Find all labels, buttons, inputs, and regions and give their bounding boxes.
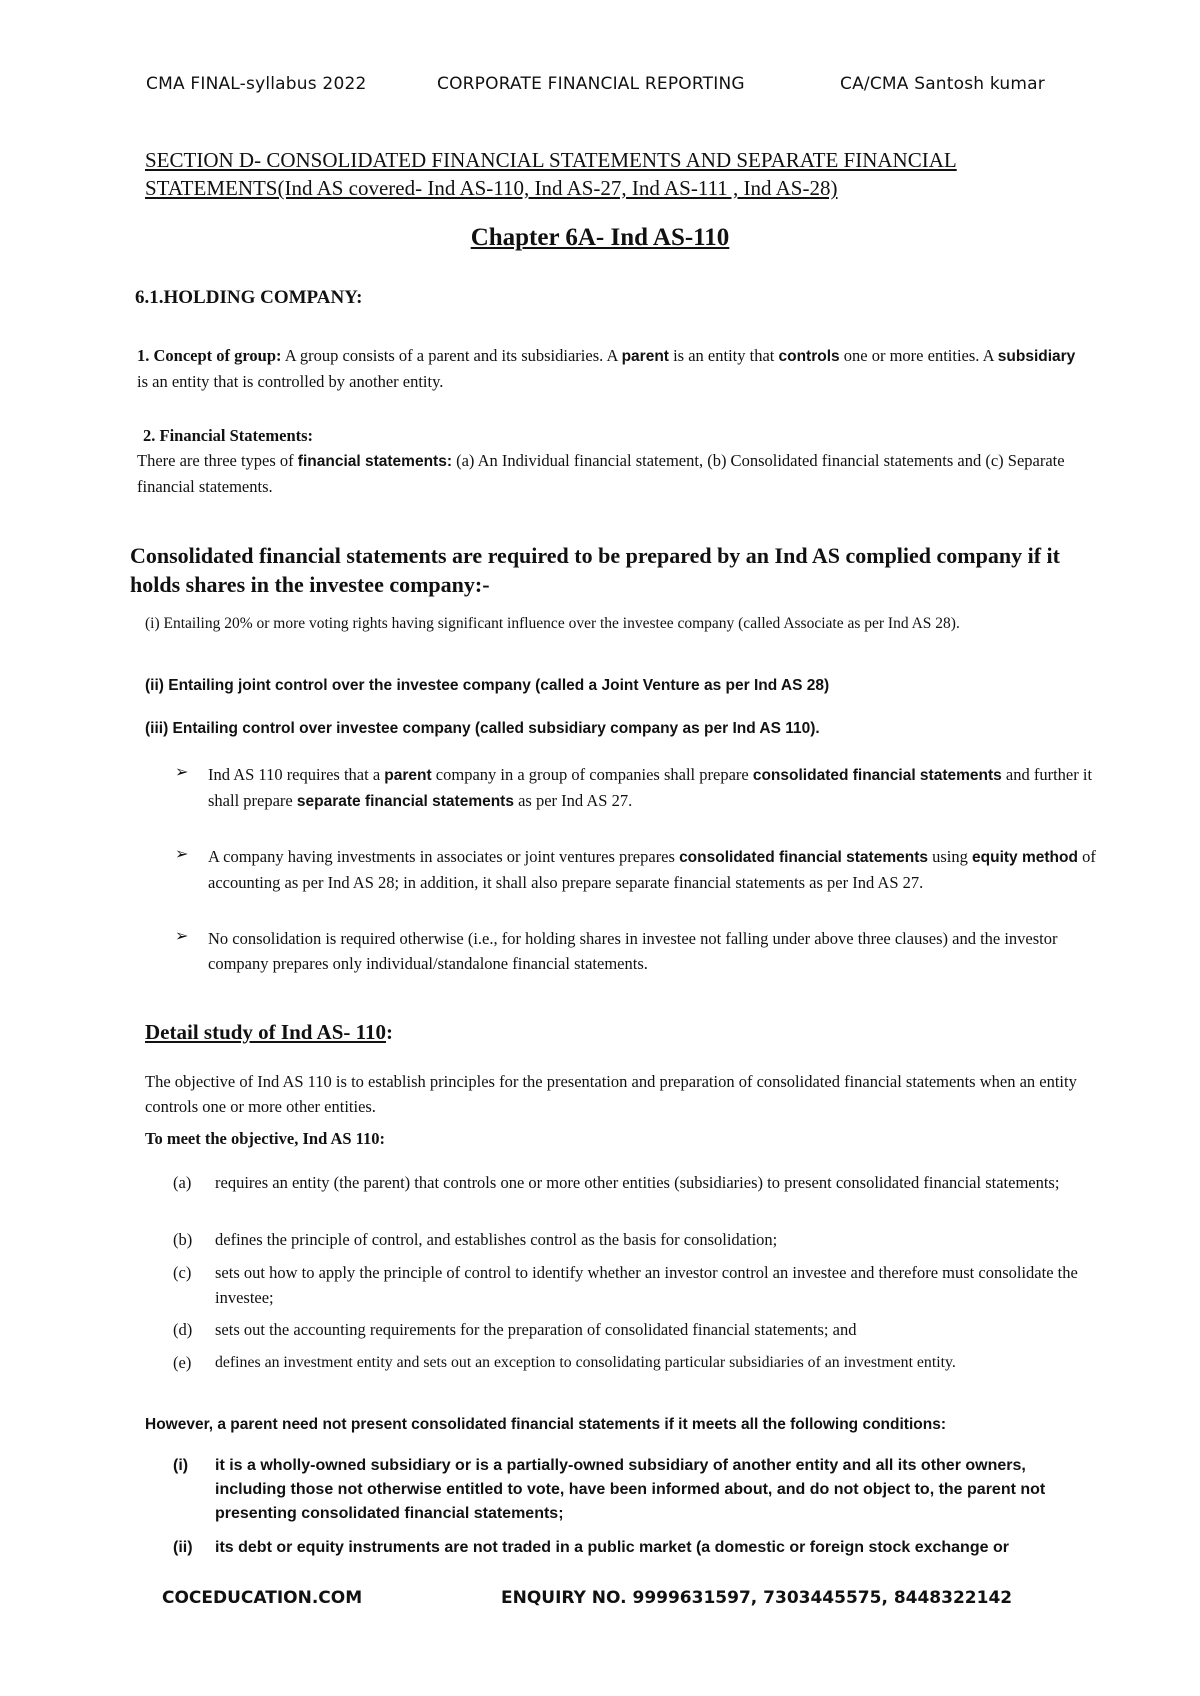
concept-of-group-label: 1. Concept of group: <box>137 346 282 365</box>
text-run: There are three types of <box>137 451 298 470</box>
financial-statements-heading: 2. Financial Statements: <box>143 426 314 445</box>
detail-study-colon: : <box>385 1020 393 1044</box>
list-text: defines the principle of control, and establishes control as the basis for consolidation; <box>215 1230 778 1249</box>
bold-term: controls <box>778 348 840 365</box>
financial-statements-paragraph <box>137 448 1087 499</box>
list-text: sets out the accounting requirements for the preparation of consolidated financial statements; and <box>215 1320 857 1339</box>
text-run: is an entity that is controlled by another entity. <box>137 372 444 391</box>
text-run: as per Ind AS 27. <box>513 791 633 810</box>
detail-study-title: Detail study of Ind AS- 110 <box>145 1020 386 1044</box>
arrow-bullet-icon: ➢ <box>175 764 189 781</box>
concept-of-group-paragraph <box>137 343 1087 394</box>
list-text: defines an investment entity and sets out an exception to consolidating particular subsidiaries of an investment entity. <box>215 1354 956 1371</box>
condition-text: it is a wholly-owned subsidiary or is a partially-owned subsidiary of another entity and all its other owners, including those not otherwise entitled to vote, have been informed about, and do not object to, the parent not presenting consolidated financial statements; <box>215 1457 1046 1522</box>
footer-website: COCEDUCATION.COM <box>162 1588 363 1608</box>
bold-term: separate financial statements <box>296 793 514 810</box>
list-label: (d) <box>173 1320 193 1339</box>
objective-paragraph: The objective of Ind AS 110 is to establish principles for the presentation and preparation of consolidated financial statements when an entity controls one or more other entities. <box>145 1072 1077 1116</box>
footer-enquiry: ENQUIRY NO. 9999631597, 7303445575, 8448322142 <box>501 1588 1013 1608</box>
text-run: Ind AS 110 requires that a <box>208 765 385 784</box>
bold-term: equity method <box>972 849 1078 866</box>
header-course: CMA FINAL-syllabus 2022 <box>146 74 367 94</box>
bold-term: parent <box>384 767 432 784</box>
bold-term: financial statements: <box>297 453 452 470</box>
condition-subsidiary: (iii) Entailing control over investee company (called subsidiary company as per Ind AS 110). <box>145 720 820 737</box>
arrow-bullet-icon: ➢ <box>175 846 189 863</box>
text-run: A group consists of a parent and its subsidiaries. A <box>281 346 622 365</box>
bold-term: consolidated financial statements <box>752 767 1002 784</box>
text-run: using <box>928 847 973 866</box>
arrow-bullet-icon: ➢ <box>175 928 189 945</box>
list-label: (a) <box>173 1173 192 1192</box>
heading-holding-company: 6.1.HOLDING COMPANY: <box>135 287 363 308</box>
text-run: one or more entities. A <box>839 346 998 365</box>
bullet-text: No consolidation is required otherwise (i.e., for holding shares in investee not falling under above three clauses) and the investor company prepares only individual/standalone financial statements. <box>208 929 1058 973</box>
chapter-title: Chapter 6A- Ind AS-110 <box>470 224 730 251</box>
text-run: (a) An Individual financial statement, (b) Consolidated financial statements and (c) Separate financial statements. <box>137 451 1065 496</box>
text-run: company in a group of companies shall prepare <box>431 765 753 784</box>
condition-label: (i) <box>173 1457 189 1474</box>
consolidated-requirement-heading: Consolidated financial statements are required to be prepared by an Ind AS complied company if it holds shares in the investee company:- <box>130 543 1060 597</box>
text-run: and further it shall prepare <box>208 765 1093 810</box>
bold-term: consolidated financial statements <box>679 849 928 866</box>
text-run: of accounting as per Ind AS 28; in addition, it shall also prepare separate financial statements as per Ind AS 27. <box>208 847 1096 892</box>
list-text: sets out how to apply the principle of control to identify whether an investor control an investee and therefore must consolidate the investee; <box>215 1263 1078 1307</box>
list-label: (e) <box>173 1353 192 1372</box>
list-label: (c) <box>173 1263 192 1282</box>
condition-label: (ii) <box>173 1539 193 1556</box>
condition-joint-venture: (ii) Entailing joint control over the investee company (called a Joint Venture as per Ind AS 28) <box>145 677 830 694</box>
header-subject: CORPORATE FINANCIAL REPORTING <box>437 74 745 94</box>
however-paragraph: However, a parent need not present consolidated financial statements if it meets all the following conditions: <box>145 1416 946 1433</box>
detail-study-heading <box>145 1020 393 1045</box>
bullet-text <box>208 844 1108 895</box>
condition-associate: (i) Entailing 20% or more voting rights having significant influence over the investee company (called Associate as per Ind AS 28). <box>145 615 960 632</box>
bullet-text <box>208 762 1108 814</box>
text-run: is an entity that <box>668 346 779 365</box>
section-title: SECTION D- CONSOLIDATED FINANCIAL STATEMENTS AND SEPARATE FINANCIAL STATEMENTS(Ind AS covered- Ind AS-110, Ind AS-27, Ind AS-111 , Ind AS-28) <box>145 148 957 200</box>
to-meet-heading: To meet the objective, Ind AS 110: <box>145 1129 386 1148</box>
list-text: requires an entity (the parent) that controls one or more other entities (subsidiaries) to present consolidated financial statements; <box>215 1173 1060 1192</box>
text-run: A company having investments in associates or joint ventures prepares <box>208 847 680 866</box>
list-label: (b) <box>173 1230 193 1249</box>
condition-text: its debt or equity instruments are not traded in a public market (a domestic or foreign stock exchange or <box>215 1539 1009 1556</box>
bold-term: parent <box>621 348 669 365</box>
bold-term: subsidiary <box>997 348 1076 365</box>
header-author: CA/CMA Santosh kumar <box>840 74 1045 94</box>
